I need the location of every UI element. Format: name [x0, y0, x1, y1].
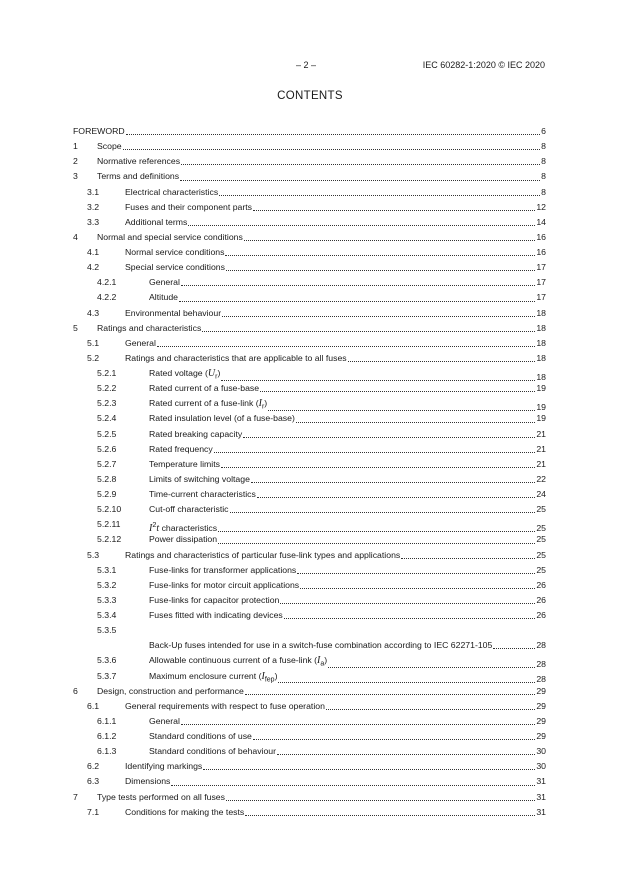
dot-leader — [244, 240, 536, 241]
toc-entry-title: General — [149, 715, 180, 726]
toc-entry-number: 5.2.2 — [97, 383, 117, 394]
toc-entry[interactable] — [73, 275, 546, 290]
dot-leader — [348, 361, 536, 362]
toc-entry-page: 19 — [536, 413, 546, 424]
toc-entry-title: Rated voltage $(U_r)$ — [149, 368, 221, 381]
toc-entry-title: Standard conditions of use — [149, 731, 252, 741]
toc-entry[interactable] — [73, 532, 546, 547]
toc-entry-number: 5 — [73, 322, 78, 333]
toc-entry-title: Additional terms — [125, 216, 188, 227]
toc-entry[interactable] — [73, 502, 546, 517]
toc-entry-page: 21 — [536, 443, 546, 454]
dot-leader — [188, 225, 535, 226]
toc-entry[interactable] — [73, 669, 546, 684]
toc-entry-page: 18 — [536, 322, 546, 333]
toc-entry-title: Identifying markings — [125, 761, 203, 772]
toc-entry-title: Type tests performed on all fuses — [97, 791, 225, 802]
toc-entry-number: 5.2.4 — [97, 413, 117, 424]
toc-entry[interactable] — [73, 321, 546, 336]
dot-leader — [180, 180, 540, 181]
toc-entry-page: 28 — [536, 674, 546, 685]
dot-leader — [181, 164, 540, 165]
toc-entry[interactable] — [73, 623, 546, 653]
toc-entry-number: 5.3 — [87, 549, 100, 560]
toc-entry-number: 5.3.1 — [97, 564, 117, 575]
toc-entry-page: 19 — [536, 401, 546, 412]
toc-entry-title: Special service conditions — [125, 262, 225, 273]
document-reference: IEC 60282-1:2020 © IEC 2020 — [422, 60, 545, 70]
dot-leader — [219, 195, 540, 196]
toc-entry-page: 18 — [536, 371, 546, 382]
toc-entry-number: 5.2.9 — [97, 489, 117, 499]
page-title: CONTENTS — [277, 90, 343, 102]
toc-entry-title: Fuse-links for motor circuit applications — [149, 579, 300, 590]
toc-entry-number: 4 — [73, 231, 78, 242]
dot-leader — [181, 724, 535, 725]
toc-entry-number: 5.3.5 — [97, 625, 117, 636]
toc-entry-title: Scope — [97, 141, 122, 152]
dot-leader — [277, 754, 535, 755]
toc-entry[interactable] — [73, 411, 546, 426]
toc-entry-page: 31 — [536, 791, 546, 802]
dot-leader — [123, 149, 541, 150]
toc-entry-page: 6 — [541, 126, 546, 136]
toc-entry-number: 5.3.3 — [97, 594, 117, 605]
toc-entry-page: 29 — [536, 685, 546, 696]
toc-entry-number: 6.1.3 — [97, 746, 117, 757]
toc-entry[interactable] — [73, 578, 546, 593]
toc-entry-page: 31 — [536, 806, 546, 817]
toc-entry-title: Ratings and characteristics of particular fuse-link types and applications — [125, 549, 401, 560]
toc-entry-number: 5.2.3 — [97, 398, 117, 409]
toc-entry-page: 25 — [536, 564, 546, 575]
toc-entry[interactable] — [73, 139, 546, 154]
toc-entry-title: Electrical characteristics — [125, 186, 219, 197]
toc-entry-title: Dimensions — [125, 776, 171, 787]
dot-leader — [226, 800, 535, 801]
dot-leader — [179, 301, 535, 302]
toc-entry-page: 21 — [536, 428, 546, 439]
toc-entry-page: 18 — [536, 337, 546, 348]
toc-entry[interactable] — [73, 396, 546, 411]
dot-leader — [171, 785, 535, 786]
toc-entry-number: 5.3.6 — [97, 655, 117, 666]
toc-entry-page: 30 — [536, 746, 546, 757]
toc-entry-number: 5.3.2 — [97, 579, 117, 590]
toc-entry-title: Allowable continuous current of a fuse-link $(I_a)$ — [149, 655, 328, 669]
toc-entry[interactable] — [73, 336, 546, 351]
toc-entry-title: Rated breaking capacity — [149, 428, 243, 439]
toc-entry-title: Normal service conditions — [125, 247, 225, 257]
toc-entry-title: Rated current of a fuse-base — [149, 383, 260, 394]
toc-entry-title: Fuses fitted with indicating devices — [149, 610, 283, 620]
toc-entry-title: Standard conditions of behaviour — [149, 746, 277, 757]
toc-entry-page: 28 — [536, 659, 546, 670]
dot-leader — [222, 316, 535, 317]
toc-entry[interactable] — [73, 200, 546, 215]
toc-entry-number: 5.2.1 — [97, 368, 117, 378]
dot-leader — [214, 452, 536, 453]
toc-entry-page: 8 — [541, 156, 546, 167]
toc-entry-title: Limits of switching voltage — [149, 473, 250, 484]
toc-entry-page: 29 — [536, 731, 546, 741]
toc-entry-page: 29 — [536, 715, 546, 726]
toc-entry-number: 4.2.2 — [97, 292, 117, 303]
toc-entry-number: 4.1 — [87, 247, 100, 257]
dot-leader — [326, 709, 535, 710]
toc-entry[interactable] — [73, 427, 546, 442]
toc-entry-title: Normative references — [97, 156, 181, 167]
toc-entry-title: General requirements with respect to fuse operation — [125, 700, 325, 711]
dot-leader — [203, 769, 535, 770]
toc-entry[interactable] — [73, 653, 546, 668]
dot-leader — [230, 512, 536, 513]
toc-entry[interactable] — [73, 290, 546, 305]
toc-entry-title: General — [125, 337, 156, 348]
toc-entry-title: FOREWORD — [73, 126, 125, 136]
toc-entry[interactable] — [73, 714, 546, 729]
dot-leader — [245, 815, 535, 816]
toc-entry[interactable] — [73, 306, 546, 321]
toc-entry[interactable] — [73, 260, 546, 275]
toc-entry[interactable] — [73, 169, 546, 184]
toc-entry-page: 21 — [536, 458, 546, 469]
toc-entry-title: Conditions for making the tests — [125, 806, 245, 817]
toc-entry-title: Rated insulation level (of a fuse-base) — [149, 413, 295, 424]
toc-entry[interactable] — [73, 744, 546, 759]
toc-entry-number: 5.3.7 — [97, 670, 117, 681]
toc-entry[interactable] — [73, 774, 546, 789]
dot-leader — [126, 134, 541, 135]
toc-entry-page: 19 — [536, 383, 546, 394]
toc-entry[interactable] — [73, 442, 546, 457]
dot-leader — [251, 482, 535, 483]
toc-entry-number: 4.3 — [87, 307, 100, 318]
toc-entry[interactable] — [73, 351, 546, 366]
toc-entry-number: 4.2.1 — [97, 277, 117, 288]
toc-entry-number: 2 — [73, 156, 78, 167]
toc-entry-page: 24 — [536, 489, 546, 499]
toc-entry-title: Cut-off characteristic — [149, 504, 229, 515]
toc-entry-page: 22 — [536, 473, 546, 484]
toc-entry-number: 6 — [73, 685, 78, 696]
dot-leader — [297, 573, 535, 574]
toc-entry-page: 16 — [536, 247, 546, 257]
toc-entry[interactable] — [73, 684, 546, 699]
toc-entry-page: 31 — [536, 776, 546, 787]
toc-entry[interactable] — [73, 124, 546, 139]
toc-entry-number: 1 — [73, 141, 78, 152]
toc-entry-title: General — [149, 277, 180, 288]
toc-entry-title: Ratings and characteristics — [97, 322, 202, 333]
toc-entry-page: 25 — [536, 504, 546, 515]
page-number: – 2 – — [296, 60, 317, 70]
toc-entry-number: 6.1.2 — [97, 731, 117, 741]
toc-entry[interactable] — [73, 517, 546, 535]
dot-leader — [221, 467, 535, 468]
dot-leader — [260, 391, 535, 392]
dot-leader — [284, 618, 536, 619]
toc-entry-title: Rated frequency — [149, 443, 213, 454]
toc-entry-number: 7 — [73, 791, 78, 802]
toc-entry-number: 6.1.1 — [97, 715, 117, 726]
dot-leader — [253, 739, 535, 740]
toc-entry-number: 5.2.12 — [97, 534, 122, 545]
toc-entry[interactable] — [73, 729, 546, 744]
toc-entry-title: Fuse-links for capacitor protection — [149, 594, 280, 605]
dot-leader — [202, 331, 535, 332]
toc-entry[interactable] — [73, 699, 546, 714]
toc-entry-number: 5.2.6 — [97, 443, 117, 454]
dot-leader — [243, 437, 535, 438]
toc-entry-number: 6.3 — [87, 776, 100, 787]
toc-entry[interactable] — [73, 487, 546, 502]
toc-entry-title: Maximum enclosure current $(I_{fep})$ — [149, 670, 278, 684]
toc-entry[interactable] — [73, 472, 546, 487]
toc-entry-page: 8 — [541, 186, 546, 197]
toc-entry-page: 12 — [536, 201, 546, 212]
table-of-contents — [73, 124, 546, 820]
toc-entry[interactable] — [73, 457, 546, 472]
toc-entry-number: 5.2.8 — [97, 473, 117, 484]
toc-entry-page: 18 — [536, 307, 546, 318]
toc-entry[interactable] — [73, 593, 546, 608]
dot-leader — [493, 648, 535, 649]
toc-entry-number: 7.1 — [87, 806, 100, 817]
toc-entry-page: 26 — [536, 579, 546, 590]
toc-entry[interactable] — [73, 215, 546, 230]
toc-entry[interactable] — [73, 381, 546, 396]
toc-entry-number: 5.2.11 — [97, 519, 121, 530]
toc-entry-number: 3.2 — [87, 201, 100, 212]
toc-entry-title: Environmental behaviour — [125, 307, 222, 318]
toc-entry-title: Fuse-links for transformer applications — [149, 564, 297, 575]
toc-entry-title: $I^2t$ characteristics — [149, 520, 218, 535]
dot-leader — [225, 255, 535, 256]
toc-entry-page: 17 — [536, 292, 546, 303]
toc-entry-title: Terms and definitions — [97, 171, 180, 182]
toc-entry-title: Normal and special service conditions — [97, 231, 243, 242]
toc-entry-title: Altitude — [149, 292, 178, 303]
dot-leader — [226, 270, 535, 271]
toc-entry[interactable] — [73, 790, 546, 805]
toc-entry-number: 3 — [73, 171, 78, 182]
toc-entry-page: 17 — [536, 262, 546, 273]
toc-entry-page: 25 — [536, 549, 546, 560]
toc-entry-title: Fuses and their component parts — [125, 201, 253, 212]
dot-leader — [257, 497, 535, 498]
dot-leader — [245, 694, 536, 695]
toc-entry-title: Power dissipation — [149, 534, 218, 545]
toc-entry[interactable] — [73, 185, 546, 200]
dot-leader — [218, 543, 535, 544]
toc-entry-number: 5.2.10 — [97, 504, 122, 515]
toc-entry[interactable] — [73, 805, 546, 820]
dot-leader — [181, 285, 535, 286]
toc-entry-page: 16 — [536, 231, 546, 242]
toc-entry-number: 5.3.4 — [97, 610, 117, 620]
toc-entry-page: 25 — [536, 523, 546, 534]
toc-entry-page: 29 — [536, 700, 546, 711]
toc-entry-page: 28 — [536, 640, 546, 651]
toc-entry-title: Back-Up fuses intended for use in a switch-fuse combination according to IEC 62271-105 — [149, 640, 493, 651]
toc-entry-title: Rated current of a fuse-link $(I_r)$ — [149, 398, 268, 411]
dot-leader — [296, 422, 535, 423]
toc-entry[interactable] — [73, 245, 546, 260]
toc-entry-page: 26 — [536, 610, 546, 620]
toc-entry[interactable] — [73, 608, 546, 623]
toc-entry-page: 18 — [536, 352, 546, 363]
toc-entry-page: 8 — [541, 141, 546, 152]
toc-entry-title: Time-current characteristics — [149, 489, 256, 499]
dot-leader — [401, 558, 535, 559]
toc-entry[interactable] — [73, 154, 546, 169]
toc-entry-title: Design, construction and performance — [97, 685, 244, 696]
toc-entry-title: Ratings and characteristics that are applicable to all fuses — [125, 352, 347, 363]
dot-leader — [157, 346, 535, 347]
toc-entry-title: Temperature limits — [149, 458, 220, 469]
toc-entry-page: 17 — [536, 277, 546, 288]
toc-entry-page: 30 — [536, 761, 546, 772]
dot-leader — [280, 603, 535, 604]
dot-leader — [300, 588, 535, 589]
toc-entry-number: 6.2 — [87, 761, 100, 772]
toc-entry-number: 3.3 — [87, 216, 100, 227]
toc-entry[interactable] — [73, 366, 546, 381]
toc-entry[interactable] — [73, 563, 546, 578]
toc-entry-page: 26 — [536, 594, 546, 605]
toc-entry-number: 4.2 — [87, 262, 100, 273]
toc-entry-number: 5.2.7 — [97, 458, 117, 469]
toc-entry-page: 8 — [541, 171, 546, 182]
page-header — [0, 60, 620, 74]
toc-entry-number: 3.1 — [87, 186, 100, 197]
toc-entry-page: 14 — [536, 216, 546, 227]
toc-entry-page: 25 — [536, 534, 546, 545]
toc-entry-number: 6.1 — [87, 700, 100, 711]
dot-leader — [253, 210, 535, 211]
toc-entry-number: 5.1 — [87, 337, 100, 348]
toc-entry[interactable] — [73, 548, 546, 563]
toc-entry[interactable] — [73, 759, 546, 774]
toc-entry-number: 5.2.5 — [97, 428, 117, 439]
toc-entry[interactable] — [73, 230, 546, 245]
toc-entry-number: 5.2 — [87, 352, 100, 363]
